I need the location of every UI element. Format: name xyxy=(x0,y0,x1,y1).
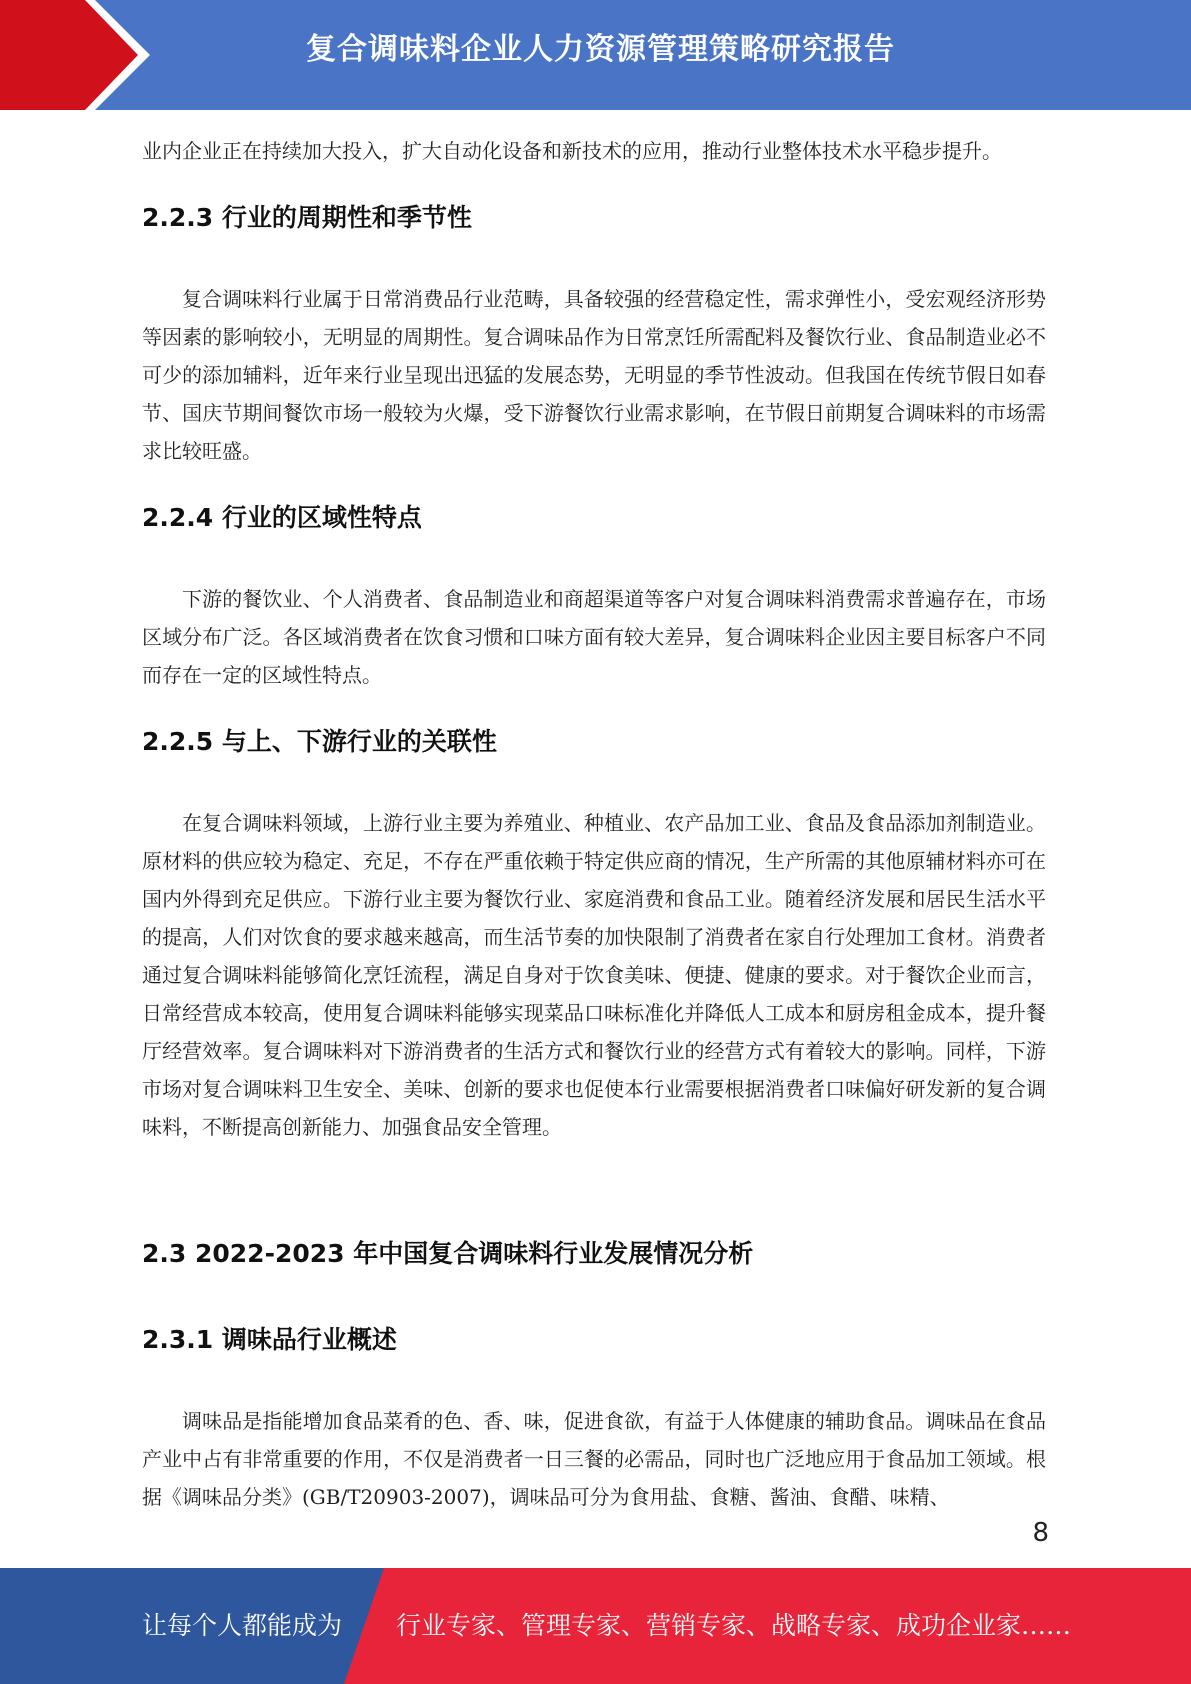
intro-line: 业内企业正在持续加大投入，扩大自动化设备和新技术的应用，推动行业整体技术水平稳步提升。 xyxy=(142,139,1002,163)
section-heading-2-2-4: 2.2.4 行业的区域性特点 xyxy=(142,503,422,532)
page-number: 8 xyxy=(1032,1518,1049,1548)
section-paragraph-2-2-5: 在复合调味料领域，上游行业主要为养殖业、种植业、农产品加工业、食品及食品添加剂制造业。原材料的供应较为稳定、充足，不存在严重依赖于特定供应商的情况，生产所需的其他原辅材料亦可在国内外得到充足供应。下游行业主要为餐饮行业、家庭消费和食品工业。随着经济发展和居民生活水平的提高，人们对饮食的要求越来越高，而生活节奏的加快限制了消费者在家自行处理加工食材。消费者通过复合调味料能够简化烹饪流程，满足自身对于饮食美味、便捷、健康的要求。对于餐饮企业而言，日常经营成本较高，使用复合调味料能够实现菜品口味标准化并降低人工成本和厨房租金成本，提升餐厅经营效率。复合调味料对下游消费者的生活方式和餐饮行业的经营方式有着较大的影响。同样，下游市场对复合调味料卫生安全、美味、创新的要求也促使本行业需要根据消费者口味偏好研发新的复合调味料，不断提高创新能力、加强食品安全管理。 xyxy=(142,811,1046,1139)
footer-slogan-left: 让每个人都能成为 xyxy=(142,1611,343,1640)
section-heading-2-2-3: 2.2.3 行业的周期性和季节性 xyxy=(142,203,472,232)
footer-slogan-right: 行业专家、管理专家、营销专家、战略专家、成功企业家…… xyxy=(396,1611,1072,1640)
page-footer xyxy=(0,1568,1191,1684)
section-heading-2-3-1: 2.3.1 调味品行业概述 xyxy=(142,1325,397,1354)
report-title: 复合调味料企业人力资源管理策略研究报告 xyxy=(306,32,895,67)
section-paragraph-2-2-4: 下游的餐饮业、个人消费者、食品制造业和商超渠道等客户对复合调味料消费需求普遍存在，市场区域分布广泛。各区域消费者在饮食习惯和口味方面有较大差异，复合调味料企业因主要目标客户不同而存在一定的区域性特点。 xyxy=(142,587,1046,687)
header-arrow-decoration xyxy=(0,0,160,110)
section-paragraph-2-2-3: 复合调味料行业属于日常消费品行业范畴，具备较强的经营稳定性，需求弹性小，受宏观经济形势等因素的影响较小，无明显的周期性。复合调味品作为日常烹饪所需配料及餐饮行业、食品制造业必不可少的添加辅料，近年来行业呈现出迅猛的发展态势，无明显的季节性波动。但我国在传统节假日如春节、国庆节期间餐饮市场一般较为火爆，受下游餐饮行业需求影响，在节假日前期复合调味料的市场需求比较旺盛。 xyxy=(142,287,1046,463)
section-heading-2-2-5: 2.2.5 与上、下游行业的关联性 xyxy=(142,727,497,756)
section-paragraph-2-3-1: 调味品是指能增加食品菜肴的色、香、味，促进食欲，有益于人体健康的辅助食品。调味品在食品产业中占有非常重要的作用，不仅是消费者一日三餐的必需品，同时也广泛地应用于食品加工领域。根据《调味品分类》(GB/T20903-2007)，调味品可分为食用盐、食糖、酱油、食醋、味精、 xyxy=(142,1409,1046,1509)
section-heading-2-3: 2.3 2022-2023 年中国复合调味料行业发展情况分析 xyxy=(142,1239,754,1268)
page-content xyxy=(142,132,1046,1516)
page-header xyxy=(0,0,1191,110)
